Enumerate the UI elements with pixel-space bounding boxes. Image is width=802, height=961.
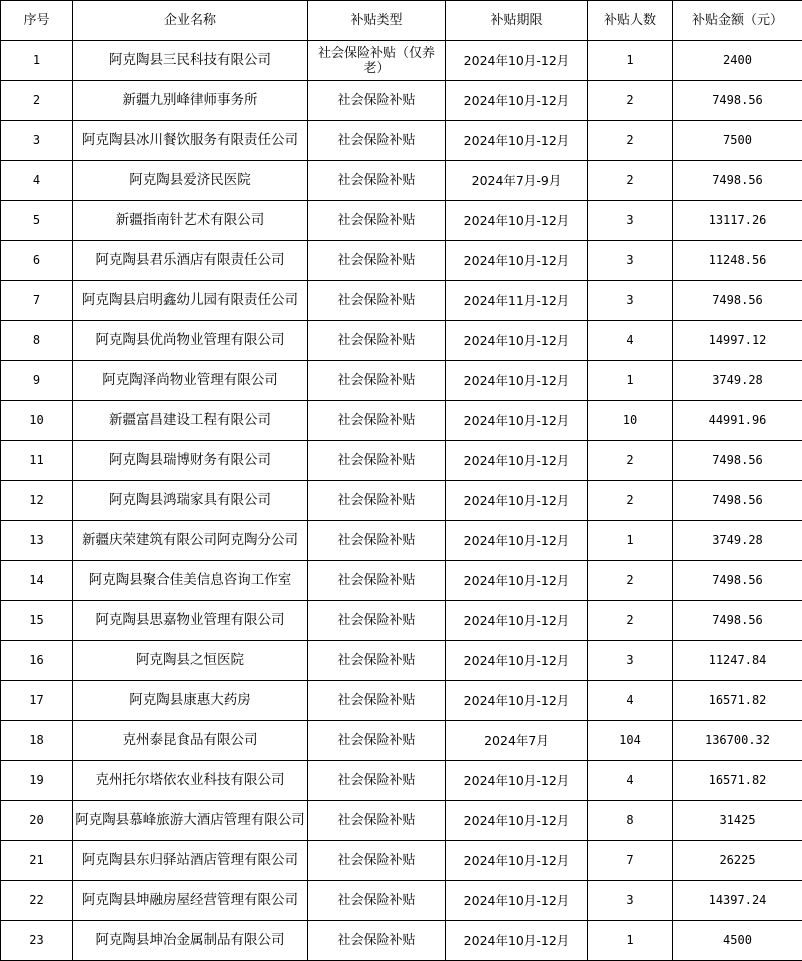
cell-subsidy-amount: 136700.32 bbox=[673, 721, 802, 761]
cell-company-name: 阿克陶县鸿瑞家具有限公司 bbox=[73, 481, 308, 521]
cell-subsidy-period: 2024年10月-12月 bbox=[446, 81, 588, 121]
cell-subsidy-amount: 44991.96 bbox=[673, 401, 802, 441]
cell-company-name: 克州泰昆食品有限公司 bbox=[73, 721, 308, 761]
cell-subsidy-count: 4 bbox=[588, 761, 673, 801]
cell-subsidy-amount: 14397.24 bbox=[673, 881, 802, 921]
cell-subsidy-period: 2024年10月-12月 bbox=[446, 561, 588, 601]
cell-subsidy-count: 1 bbox=[588, 521, 673, 561]
cell-company-name: 阿克陶县瑞博财务有限公司 bbox=[73, 441, 308, 481]
table-row bbox=[1, 481, 802, 521]
table-row bbox=[1, 121, 802, 161]
cell-company-name: 阿克陶县康惠大药房 bbox=[73, 681, 308, 721]
table-row bbox=[1, 841, 802, 881]
cell-subsidy-amount: 11248.56 bbox=[673, 241, 802, 281]
cell-index: 5 bbox=[1, 201, 73, 241]
cell-company-name: 阿克陶泽尚物业管理有限公司 bbox=[73, 361, 308, 401]
cell-subsidy-type: 社会保险补贴 bbox=[308, 441, 446, 481]
cell-company-name: 阿克陶县三民科技有限公司 bbox=[73, 41, 308, 81]
cell-company-name: 新疆庆荣建筑有限公司阿克陶分公司 bbox=[73, 521, 308, 561]
cell-subsidy-count: 2 bbox=[588, 81, 673, 121]
cell-subsidy-type: 社会保险补贴 bbox=[308, 641, 446, 681]
cell-subsidy-amount: 31425 bbox=[673, 801, 802, 841]
cell-company-name: 阿克陶县启明鑫幼儿园有限责任公司 bbox=[73, 281, 308, 321]
cell-subsidy-type: 社会保险补贴 bbox=[308, 681, 446, 721]
cell-index: 11 bbox=[1, 441, 73, 481]
cell-subsidy-type: 社会保险补贴 bbox=[308, 321, 446, 361]
cell-subsidy-type: 社会保险补贴 bbox=[308, 721, 446, 761]
table-row bbox=[1, 441, 802, 481]
cell-subsidy-amount: 7498.56 bbox=[673, 601, 802, 641]
cell-company-name: 阿克陶县东归驿站酒店管理有限公司 bbox=[73, 841, 308, 881]
table-row bbox=[1, 161, 802, 201]
cell-index: 1 bbox=[1, 41, 73, 81]
cell-subsidy-type: 社会保险补贴 bbox=[308, 521, 446, 561]
cell-index: 13 bbox=[1, 521, 73, 561]
cell-subsidy-count: 7 bbox=[588, 841, 673, 881]
cell-subsidy-amount: 16571.82 bbox=[673, 681, 802, 721]
cell-company-name: 阿克陶县聚合佳美信息咨询工作室 bbox=[73, 561, 308, 601]
table-header-row bbox=[1, 1, 802, 41]
cell-subsidy-type: 社会保险补贴 bbox=[308, 801, 446, 841]
cell-subsidy-period: 2024年10月-12月 bbox=[446, 441, 588, 481]
cell-index: 9 bbox=[1, 361, 73, 401]
cell-subsidy-count: 10 bbox=[588, 401, 673, 441]
cell-company-name: 新疆九别峰律师事务所 bbox=[73, 81, 308, 121]
table-row bbox=[1, 881, 802, 921]
cell-subsidy-amount: 7498.56 bbox=[673, 561, 802, 601]
cell-subsidy-amount: 7498.56 bbox=[673, 161, 802, 201]
cell-subsidy-type: 社会保险补贴 bbox=[308, 401, 446, 441]
cell-subsidy-type: 社会保险补贴 bbox=[308, 201, 446, 241]
table-row bbox=[1, 761, 802, 801]
cell-subsidy-period: 2024年10月-12月 bbox=[446, 241, 588, 281]
header-subsidy-amount: 补贴金额（元） bbox=[673, 1, 802, 41]
header-subsidy-period: 补贴期限 bbox=[446, 1, 588, 41]
cell-subsidy-count: 1 bbox=[588, 361, 673, 401]
cell-subsidy-period: 2024年10月-12月 bbox=[446, 41, 588, 81]
cell-subsidy-period: 2024年10月-12月 bbox=[446, 321, 588, 361]
cell-subsidy-count: 1 bbox=[588, 41, 673, 81]
cell-subsidy-amount: 3749.28 bbox=[673, 521, 802, 561]
cell-subsidy-amount: 4500 bbox=[673, 921, 802, 961]
cell-subsidy-period: 2024年10月-12月 bbox=[446, 801, 588, 841]
cell-subsidy-period: 2024年10月-12月 bbox=[446, 601, 588, 641]
cell-subsidy-amount: 7500 bbox=[673, 121, 802, 161]
cell-subsidy-count: 2 bbox=[588, 121, 673, 161]
cell-subsidy-type: 社会保险补贴 bbox=[308, 241, 446, 281]
cell-subsidy-amount: 3749.28 bbox=[673, 361, 802, 401]
cell-index: 20 bbox=[1, 801, 73, 841]
cell-company-name: 阿克陶县坤冶金属制品有限公司 bbox=[73, 921, 308, 961]
cell-subsidy-amount: 2400 bbox=[673, 41, 802, 81]
cell-subsidy-count: 2 bbox=[588, 481, 673, 521]
cell-company-name: 新疆富昌建设工程有限公司 bbox=[73, 401, 308, 441]
cell-subsidy-count: 2 bbox=[588, 601, 673, 641]
cell-subsidy-period: 2024年10月-12月 bbox=[446, 481, 588, 521]
cell-subsidy-count: 2 bbox=[588, 561, 673, 601]
cell-subsidy-type: 社会保险补贴 bbox=[308, 481, 446, 521]
cell-subsidy-period: 2024年10月-12月 bbox=[446, 681, 588, 721]
cell-subsidy-count: 3 bbox=[588, 241, 673, 281]
table-row bbox=[1, 721, 802, 761]
cell-subsidy-count: 3 bbox=[588, 201, 673, 241]
cell-index: 22 bbox=[1, 881, 73, 921]
cell-company-name: 新疆指南针艺术有限公司 bbox=[73, 201, 308, 241]
cell-company-name: 阿克陶县思嘉物业管理有限公司 bbox=[73, 601, 308, 641]
cell-subsidy-period: 2024年10月-12月 bbox=[446, 761, 588, 801]
header-subsidy-count: 补贴人数 bbox=[588, 1, 673, 41]
cell-subsidy-period: 2024年10月-12月 bbox=[446, 401, 588, 441]
table-row bbox=[1, 921, 802, 961]
cell-index: 6 bbox=[1, 241, 73, 281]
cell-subsidy-type: 社会保险补贴（仅养老） bbox=[308, 41, 446, 81]
cell-subsidy-type: 社会保险补贴 bbox=[308, 121, 446, 161]
cell-company-name: 阿克陶县之恒医院 bbox=[73, 641, 308, 681]
cell-subsidy-count: 4 bbox=[588, 321, 673, 361]
cell-subsidy-count: 3 bbox=[588, 881, 673, 921]
cell-subsidy-period: 2024年10月-12月 bbox=[446, 841, 588, 881]
cell-subsidy-count: 8 bbox=[588, 801, 673, 841]
cell-subsidy-count: 3 bbox=[588, 281, 673, 321]
cell-index: 18 bbox=[1, 721, 73, 761]
cell-subsidy-type: 社会保险补贴 bbox=[308, 921, 446, 961]
cell-subsidy-amount: 7498.56 bbox=[673, 441, 802, 481]
table-row bbox=[1, 201, 802, 241]
cell-subsidy-type: 社会保险补贴 bbox=[308, 561, 446, 601]
cell-company-name: 阿克陶县坤融房屋经营管理有限公司 bbox=[73, 881, 308, 921]
cell-index: 16 bbox=[1, 641, 73, 681]
table-row bbox=[1, 401, 802, 441]
cell-subsidy-count: 2 bbox=[588, 161, 673, 201]
header-company-name: 企业名称 bbox=[73, 1, 308, 41]
cell-subsidy-amount: 26225 bbox=[673, 841, 802, 881]
cell-index: 2 bbox=[1, 81, 73, 121]
cell-index: 17 bbox=[1, 681, 73, 721]
cell-subsidy-amount: 7498.56 bbox=[673, 81, 802, 121]
cell-index: 3 bbox=[1, 121, 73, 161]
cell-index: 14 bbox=[1, 561, 73, 601]
cell-subsidy-type: 社会保险补贴 bbox=[308, 761, 446, 801]
cell-subsidy-type: 社会保险补贴 bbox=[308, 81, 446, 121]
cell-index: 7 bbox=[1, 281, 73, 321]
cell-subsidy-count: 4 bbox=[588, 681, 673, 721]
cell-index: 10 bbox=[1, 401, 73, 441]
cell-index: 23 bbox=[1, 921, 73, 961]
cell-company-name: 阿克陶县爱济民医院 bbox=[73, 161, 308, 201]
cell-subsidy-type: 社会保险补贴 bbox=[308, 841, 446, 881]
cell-index: 15 bbox=[1, 601, 73, 641]
cell-subsidy-amount: 11247.84 bbox=[673, 641, 802, 681]
table-row bbox=[1, 521, 802, 561]
table-row bbox=[1, 561, 802, 601]
cell-index: 19 bbox=[1, 761, 73, 801]
cell-subsidy-amount: 7498.56 bbox=[673, 281, 802, 321]
table-row bbox=[1, 81, 802, 121]
table-row bbox=[1, 601, 802, 641]
cell-subsidy-type: 社会保险补贴 bbox=[308, 881, 446, 921]
table-row bbox=[1, 361, 802, 401]
cell-subsidy-count: 104 bbox=[588, 721, 673, 761]
header-subsidy-type: 补贴类型 bbox=[308, 1, 446, 41]
table-row bbox=[1, 681, 802, 721]
cell-subsidy-period: 2024年11月-12月 bbox=[446, 281, 588, 321]
table-row bbox=[1, 41, 802, 81]
cell-company-name: 阿克陶县君乐酒店有限责任公司 bbox=[73, 241, 308, 281]
cell-subsidy-period: 2024年10月-12月 bbox=[446, 201, 588, 241]
cell-index: 8 bbox=[1, 321, 73, 361]
table-row bbox=[1, 241, 802, 281]
cell-subsidy-period: 2024年7月-9月 bbox=[446, 161, 588, 201]
cell-subsidy-count: 1 bbox=[588, 921, 673, 961]
cell-subsidy-period: 2024年10月-12月 bbox=[446, 921, 588, 961]
cell-company-name: 阿克陶县优尚物业管理有限公司 bbox=[73, 321, 308, 361]
cell-subsidy-count: 3 bbox=[588, 641, 673, 681]
cell-subsidy-period: 2024年10月-12月 bbox=[446, 641, 588, 681]
table-row bbox=[1, 641, 802, 681]
table-row bbox=[1, 321, 802, 361]
cell-subsidy-type: 社会保险补贴 bbox=[308, 281, 446, 321]
cell-subsidy-type: 社会保险补贴 bbox=[308, 161, 446, 201]
cell-index: 21 bbox=[1, 841, 73, 881]
cell-company-name: 克州托尔塔依农业科技有限公司 bbox=[73, 761, 308, 801]
cell-subsidy-period: 2024年7月 bbox=[446, 721, 588, 761]
table-row bbox=[1, 801, 802, 841]
cell-subsidy-type: 社会保险补贴 bbox=[308, 601, 446, 641]
cell-subsidy-period: 2024年10月-12月 bbox=[446, 121, 588, 161]
header-index: 序号 bbox=[1, 1, 73, 41]
cell-subsidy-period: 2024年10月-12月 bbox=[446, 521, 588, 561]
table-row bbox=[1, 281, 802, 321]
cell-subsidy-period: 2024年10月-12月 bbox=[446, 361, 588, 401]
cell-subsidy-amount: 14997.12 bbox=[673, 321, 802, 361]
cell-subsidy-period: 2024年10月-12月 bbox=[446, 881, 588, 921]
cell-company-name: 阿克陶县冰川餐饮服务有限责任公司 bbox=[73, 121, 308, 161]
cell-index: 12 bbox=[1, 481, 73, 521]
cell-subsidy-count: 2 bbox=[588, 441, 673, 481]
cell-subsidy-amount: 16571.82 bbox=[673, 761, 802, 801]
cell-index: 4 bbox=[1, 161, 73, 201]
cell-subsidy-amount: 13117.26 bbox=[673, 201, 802, 241]
cell-company-name: 阿克陶县慕峰旅游大酒店管理有限公司 bbox=[73, 801, 308, 841]
cell-subsidy-type: 社会保险补贴 bbox=[308, 361, 446, 401]
cell-subsidy-amount: 7498.56 bbox=[673, 481, 802, 521]
